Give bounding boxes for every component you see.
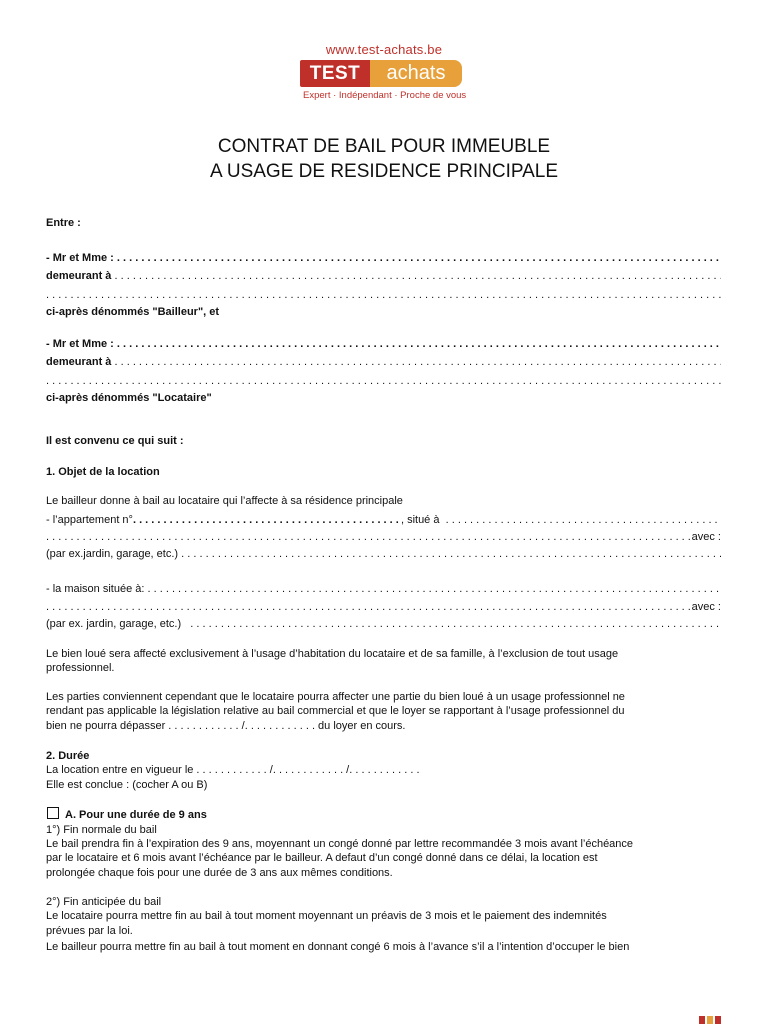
usage-paragraph-line2: professionnel. xyxy=(46,662,115,674)
fill-dots xyxy=(46,374,721,388)
fill-dots xyxy=(144,582,721,596)
professional-paragraph-line3: bien ne pourra dépasser . . . . . . . . . . . . /. . . . . . . . . . . . du loyer en cours. xyxy=(46,720,406,732)
usage-paragraph-line1: Le bien loué sera affecté exclusivement à l’usage d’habitation du locataire et de sa famille, à l’exclusion de tout usage xyxy=(46,648,619,660)
option-a-label: A. Pour une durée de 9 ans xyxy=(65,809,207,821)
option-a-checkbox[interactable] xyxy=(47,807,59,819)
situe-label: , situé à xyxy=(400,514,440,526)
fill-dots xyxy=(439,513,721,527)
section1-intro: Le bailleur donne à bail au locataire qui l’affecte à sa résidence principale xyxy=(46,495,403,507)
logo-tagline: Expert · Indépendant · Proche de vous xyxy=(303,90,467,101)
fin-normale-heading: 1°) Fin normale du bail xyxy=(46,824,157,836)
fill-dots xyxy=(114,251,721,265)
fill-dots xyxy=(46,600,692,614)
bailleur-name-field[interactable] xyxy=(46,251,721,265)
logo-achats: achats xyxy=(370,60,462,87)
appartement-field[interactable] xyxy=(46,513,721,527)
locataire-address-field-2[interactable] xyxy=(46,374,721,388)
fill-dots xyxy=(46,530,692,544)
demeurant-label: demeurant à xyxy=(46,270,112,282)
conclue-line: Elle est conclue : (cocher A ou B) xyxy=(46,779,208,791)
fill-dots xyxy=(111,269,721,283)
jardin-label: (par ex.jardin, garage, etc.) xyxy=(46,548,179,560)
fill-dots xyxy=(46,288,721,302)
section1-heading: 1. Objet de la location xyxy=(46,466,160,478)
bailleur-name-label: - Mr et Mme : xyxy=(46,252,114,264)
maison-label: - la maison située à: xyxy=(46,583,145,595)
avec-label: avec : xyxy=(691,601,721,613)
fill-dots xyxy=(111,355,721,369)
convenu-heading: Il est convenu ce qui suit : xyxy=(46,435,184,447)
vigueur-line: La location entre en vigueur le . . . . . . . . . . . . /. . . . . . . . . . . . /. . . . . . . . . . . . xyxy=(46,764,420,776)
fin-anticipee-heading: 2°) Fin anticipée du bail xyxy=(46,896,162,908)
fin-normale-line1: Le bail prendra fin à l’expiration des 9 ans, moyennant un congé donné par lettre recommandée 3 mois avant l’échéance xyxy=(46,838,634,850)
locataire-name-field[interactable] xyxy=(46,337,721,351)
appartement-avec-field[interactable] xyxy=(46,530,721,544)
document-title-line1: CONTRAT DE BAIL POUR IMMEUBLE xyxy=(217,136,551,157)
section2-heading: 2. Durée xyxy=(46,750,90,762)
avec-label: avec : xyxy=(691,531,721,543)
maison-annexes-field[interactable] xyxy=(46,617,721,631)
fill-dots xyxy=(181,617,721,631)
test-achats-logo xyxy=(300,42,470,101)
fill-dots xyxy=(133,513,401,527)
jardin-label: (par ex. jardin, garage, etc.) xyxy=(46,618,182,630)
option-a-row[interactable] xyxy=(46,807,721,822)
fin-anticipee-line2: prévues par la loi. xyxy=(46,925,133,937)
bailleur-denomination: ci-après dénommés "Bailleur", et xyxy=(46,306,220,318)
fin-anticipee-line1: Le locataire pourra mettre fin au bail à tout moment moyennant un préavis de 3 mois et le paiement des indemnités xyxy=(46,910,607,922)
corner-logo-mark xyxy=(699,1013,721,1024)
appartement-label: - l’appartement n° xyxy=(46,514,133,526)
logo-wordmark xyxy=(300,60,470,87)
locataire-denomination: ci-après dénommés "Locataire" xyxy=(46,392,212,404)
logo-url: www.test-achats.be xyxy=(325,42,443,57)
maison-avec-field[interactable] xyxy=(46,600,721,614)
professional-paragraph-line1: Les parties conviennent cependant que le locataire pourra affecter une partie du bien loué à un usage professionnel ne xyxy=(46,691,625,703)
fill-dots xyxy=(178,547,721,561)
fin-normale-line2: par le locataire et 6 mois avant l’échéance par le bailleur. A defaut d’un congé donné dans ce délai, la location est xyxy=(46,852,598,864)
locataire-name-label: - Mr et Mme : xyxy=(46,338,114,350)
logo-test: TEST xyxy=(300,60,370,87)
entre-label: Entre : xyxy=(46,217,81,229)
bailleur-address-field[interactable] xyxy=(46,269,721,283)
professional-paragraph-line2: rendant pas applicable la législation relative au bail commercial et que le loyer se rapportant à l’usage professionnel du xyxy=(46,705,625,717)
maison-field[interactable] xyxy=(46,582,721,596)
fin-normale-line3: prolongée chaque fois pour une durée de 3 ans aux mêmes conditions. xyxy=(46,867,393,879)
document-title-line2: A USAGE DE RESIDENCE PRINCIPALE xyxy=(209,161,559,182)
locataire-address-field[interactable] xyxy=(46,355,721,369)
fin-anticipee-line3: Le bailleur pourra mettre fin au bail à tout moment en donnant congé 6 mois à l’avance s’il a l’intention d’occuper le bien xyxy=(46,941,630,953)
appartement-annexes-field[interactable] xyxy=(46,547,721,561)
bailleur-address-field-2[interactable] xyxy=(46,288,721,302)
fill-dots xyxy=(114,337,721,351)
demeurant-label: demeurant à xyxy=(46,356,112,368)
